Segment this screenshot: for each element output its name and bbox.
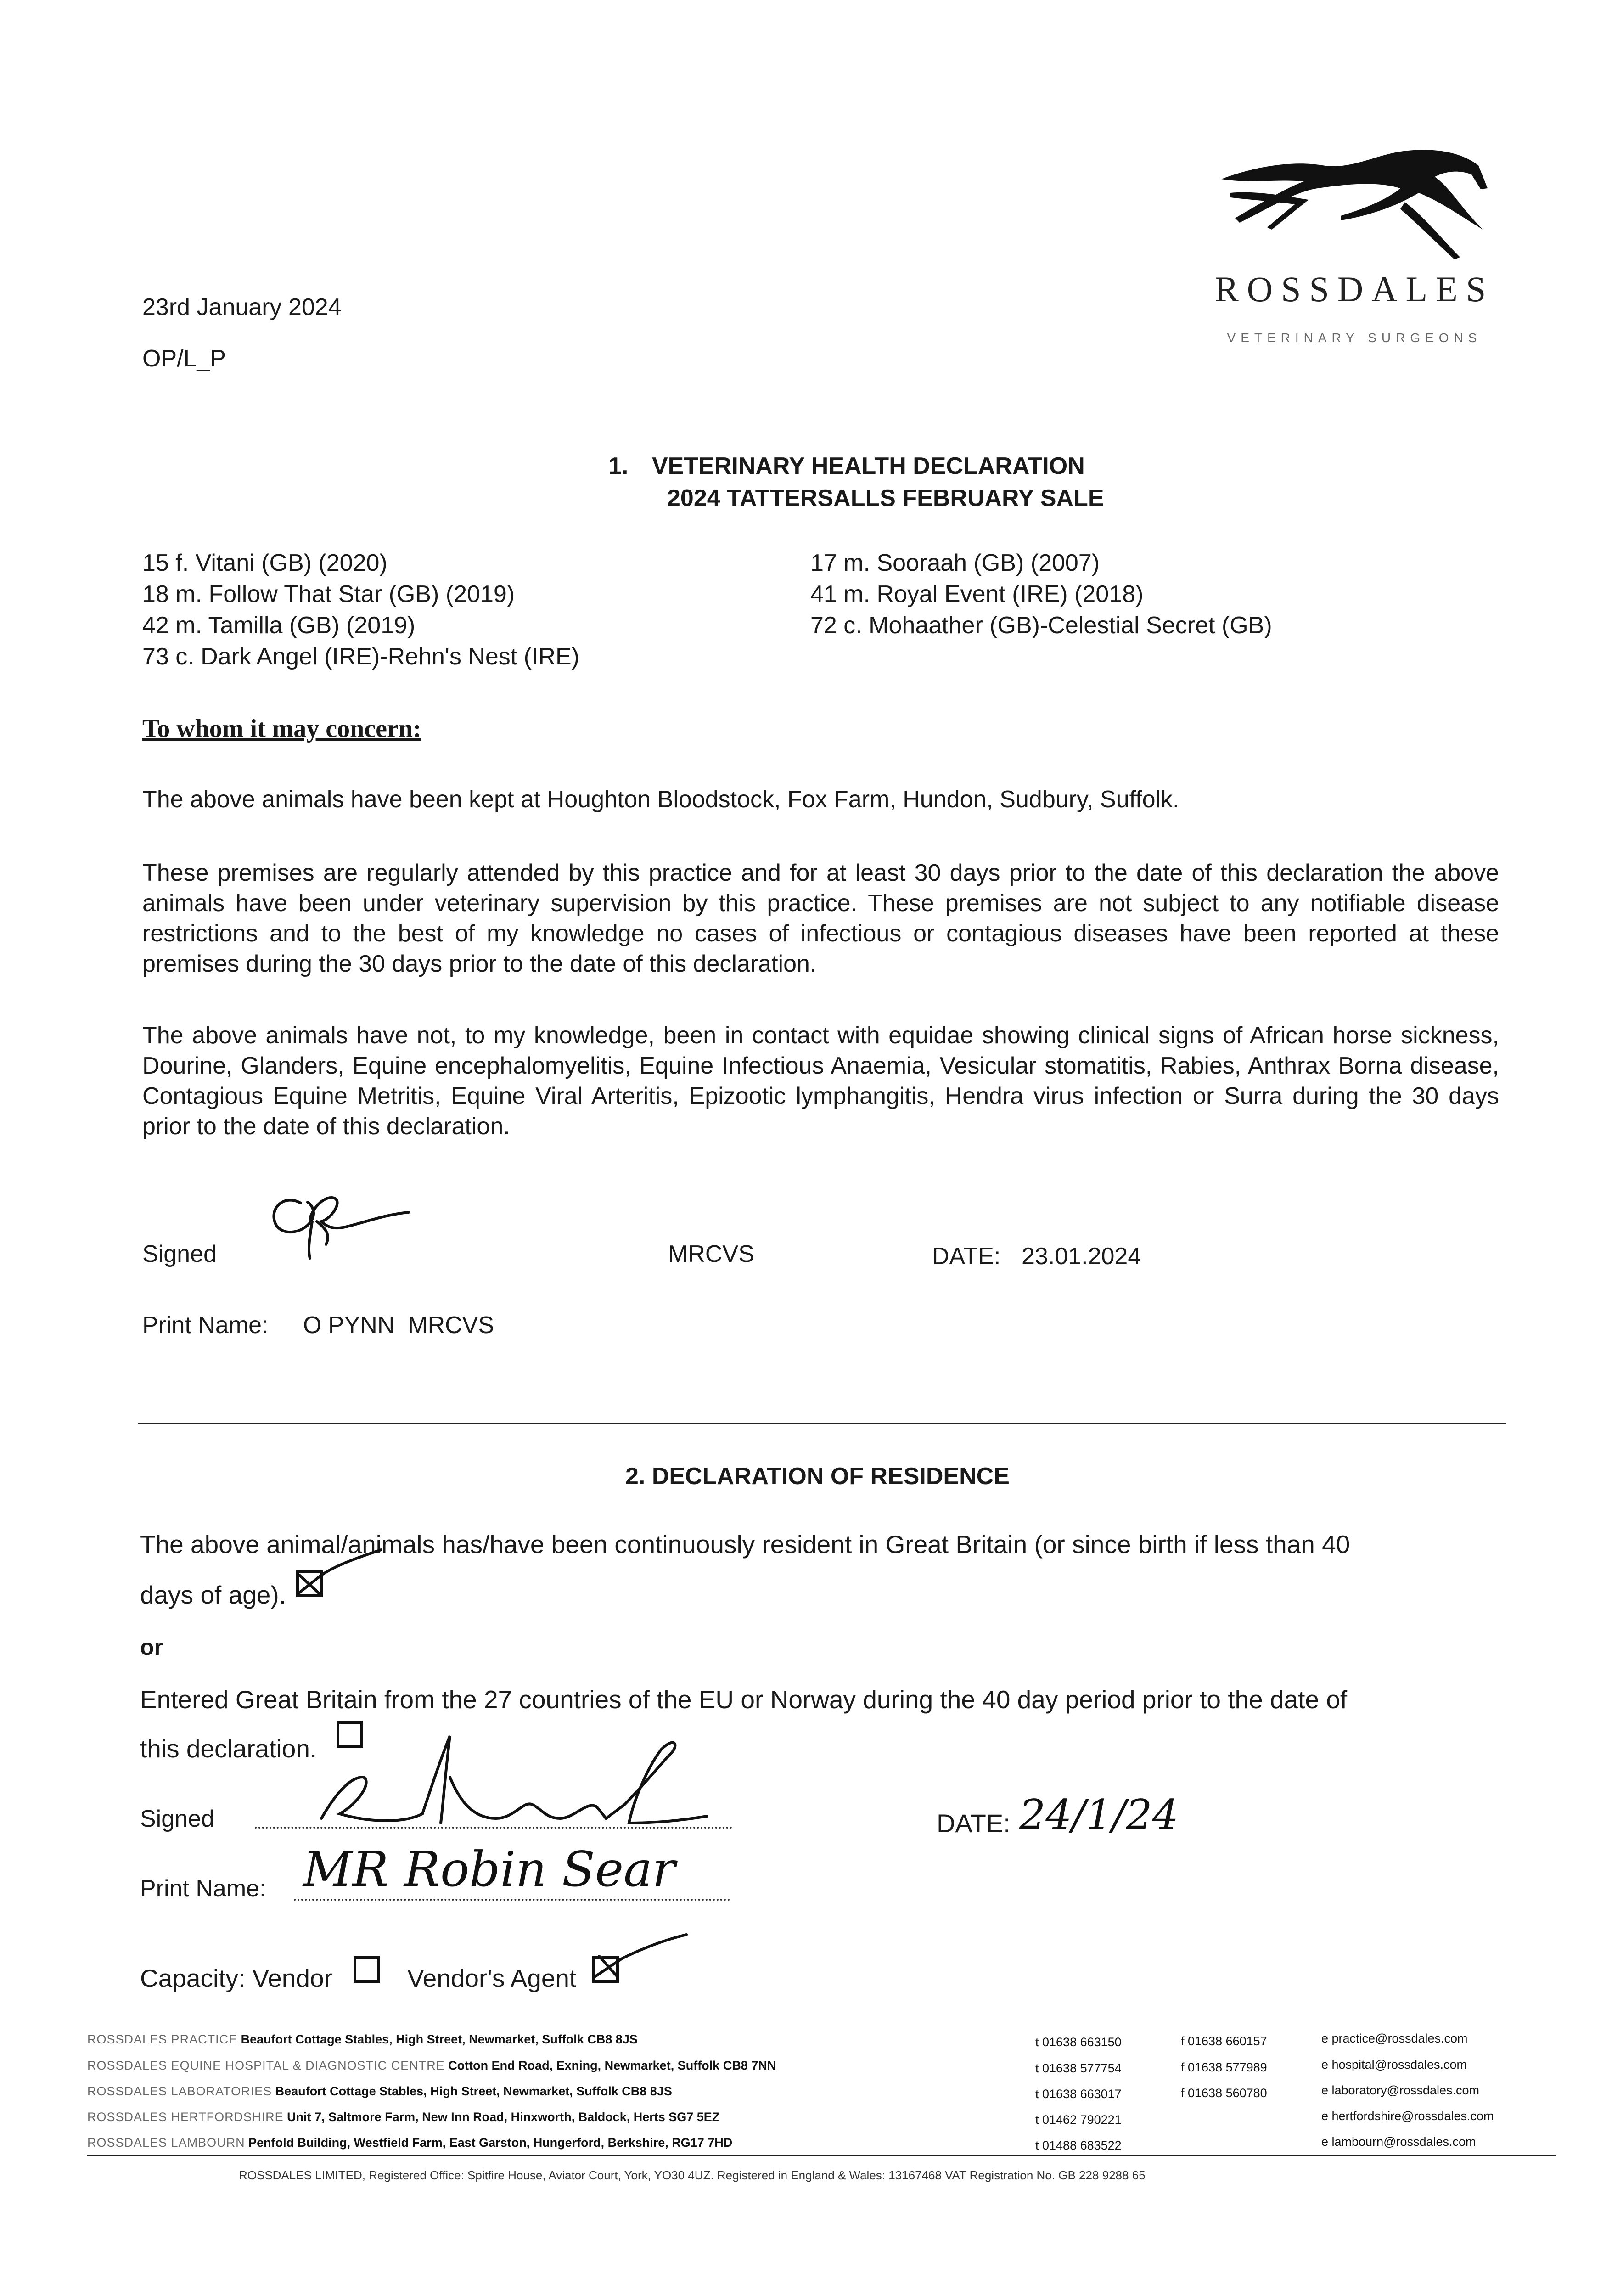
lot-item: 17 m. Sooraah (GB) (2007) [810, 550, 1100, 576]
vet-date-value: 23.01.2024 [1022, 1243, 1141, 1270]
lot-item: 42 m. Tamilla (GB) (2019) [142, 612, 416, 639]
footer-phone: t 01462 790221 [1035, 2113, 1122, 2127]
footer-fax: f 01638 660157 [1181, 2034, 1267, 2048]
lot-item: 72 c. Mohaather (GB)-Celestial Secret (GB) [810, 612, 1272, 639]
footer-phone: t 01638 663150 [1035, 2035, 1122, 2049]
vendor-print-name-line [294, 1899, 730, 1901]
vendor-checkbox[interactable] [354, 1956, 380, 1983]
resident-checkbox-mark [294, 1548, 386, 1598]
footer-email: e practice@rossdales.com [1321, 2032, 1468, 2045]
footer-address-row: ROSSDALES PRACTICE Beaufort Cottage Stables, High Street, Newmarket, Suffolk CB8 8JS [87, 2032, 638, 2046]
lot-item: 18 m. Follow That Star (GB) (2019) [142, 581, 515, 608]
vendor-signed-label: Signed [140, 1806, 214, 1832]
footer-phone: t 01488 683522 [1035, 2138, 1122, 2152]
footer-registered-office: ROSSDALES LIMITED, Registered Office: Spitfire House, Aviator Court, York, YO30 4UZ. Registered in England & Wales: 13167468 VAT Registration No. GB 228 9288 65 [239, 2168, 1146, 2182]
letter-date: 23rd January 2024 [142, 294, 342, 321]
footer-email: e laboratory@rossdales.com [1321, 2083, 1480, 2097]
vendor-print-name-handwritten: MR Robin Sear [303, 1841, 675, 1897]
salutation: To whom it may concern: [142, 715, 421, 743]
vendor-agent-checkbox-mark [590, 1931, 691, 1981]
mrcvs-label: MRCVS [668, 1241, 754, 1267]
section1-title: VETERINARY HEALTH DECLARATION [652, 453, 1085, 479]
footer-address-row: ROSSDALES LABORATORIES Beaufort Cottage Stables, High Street, Newmarket, Suffolk CB8 8JS [87, 2084, 672, 2098]
footer-address-row: ROSSDALES EQUINE HOSPITAL & DIAGNOSTIC CENTRE Cotton End Road, Exning, Newmarket, Suffolk CB8 7NN [87, 2059, 776, 2072]
entered-option-text-2: this declaration. [140, 1734, 317, 1763]
lots-right-list [810, 549, 1272, 642]
vendor-date-handwritten: 24/1/24 [1019, 1791, 1179, 1839]
vendor-agent-label: Vendor's Agent [407, 1964, 577, 1992]
footer-rule [87, 2155, 1556, 2156]
vendor-date-label: DATE: [937, 1809, 1011, 1838]
horse-logo-icon [1203, 138, 1506, 271]
lots-left-list [142, 549, 579, 674]
vet-print-name-value: O PYNN MRCVS [303, 1312, 494, 1339]
section1-subtitle: 2024 TATTERSALLS FEBRUARY SALE [667, 485, 1104, 512]
or-label: or [140, 1634, 163, 1660]
reference-code: OP/L_P [142, 345, 226, 372]
resident-option-text: The above animal/animals has/have been continuously resident in Great Britain (or since birth if less than 40 [140, 1530, 1350, 1559]
lot-item: 73 c. Dark Angel (IRE)-Rehn's Nest (IRE) [142, 643, 579, 670]
section-divider [138, 1423, 1506, 1424]
entered-option-text: Entered Great Britain from the 27 countries of the EU or Norway during the 40 day period prior to the date of [140, 1685, 1348, 1714]
footer-email: e hospital@rossdales.com [1321, 2058, 1467, 2071]
rossdales-logo [1203, 138, 1506, 354]
vendor-signature [257, 1708, 808, 1851]
section1-number: 1. [608, 453, 629, 479]
disease-paragraph: The above animals have not, to my knowledge, been in contact with equidae showing clinical signs of African horse sickness, Dourine, Glanders, Equine encephalomyelitis, Equine Infectious Anaemia, Vesicular stomatitis, Rabies, Anthrax Borna disease, Contagious Equine Metritis, Equine Viral Arteritis, Epizootic lymphangitis, Hendra virus infection or Surra during the 30 days prior to the date of this declaration. [142, 1022, 1499, 1140]
footer-address-row: ROSSDALES LAMBOURN Penfold Building, Westfield Farm, East Garston, Hungerford, Berkshire, RG17 7HD [87, 2136, 733, 2150]
lot-item: 41 m. Royal Event (IRE) (2018) [810, 581, 1144, 608]
vet-signature [257, 1176, 432, 1263]
footer-address-row: ROSSDALES HERTFORDSHIRE Unit 7, Saltmore Farm, New Inn Road, Hinxworth, Baldock, Herts SG7 5EZ [87, 2110, 720, 2124]
lot-item: 15 f. Vitani (GB) (2020) [142, 550, 387, 576]
vet-date-label: DATE: [932, 1243, 1001, 1270]
section2-title: 2. DECLARATION OF RESIDENCE [625, 1463, 1010, 1490]
capacity-label: Capacity: Vendor [140, 1964, 332, 1992]
resident-option-text-2: days of age). [140, 1581, 286, 1609]
footer-fax: f 01638 560780 [1181, 2086, 1267, 2100]
logo-wordmark: ROSSDALES [1214, 269, 1494, 309]
premises-paragraph: The above animals have been kept at Houghton Bloodstock, Fox Farm, Hundon, Sudbury, Suffolk. [142, 786, 1179, 813]
footer-email: e hertfordshire@rossdales.com [1321, 2109, 1494, 2123]
footer-email: e lambourn@rossdales.com [1321, 2135, 1476, 2149]
signed-label: Signed [142, 1241, 217, 1267]
supervision-paragraph: These premises are regularly attended by this practice and for at least 30 days prior to the date of this declaration the above animals have been under veterinary supervision by this practice. These premises are not subject to any notifiable disease restrictions and to the best of my knowledge no cases of infectious or contagious diseases have been reported at these premises during the 30 days prior to the date of this declaration. [142, 860, 1499, 977]
vendor-print-name-label: Print Name: [140, 1875, 266, 1902]
footer-phone: t 01638 663017 [1035, 2087, 1122, 2101]
vet-print-name-label: Print Name: [142, 1312, 269, 1339]
logo-tagline: VETERINARY SURGEONS [1227, 331, 1482, 345]
footer-fax: f 01638 577989 [1181, 2060, 1267, 2074]
footer-phone: t 01638 577754 [1035, 2061, 1122, 2075]
